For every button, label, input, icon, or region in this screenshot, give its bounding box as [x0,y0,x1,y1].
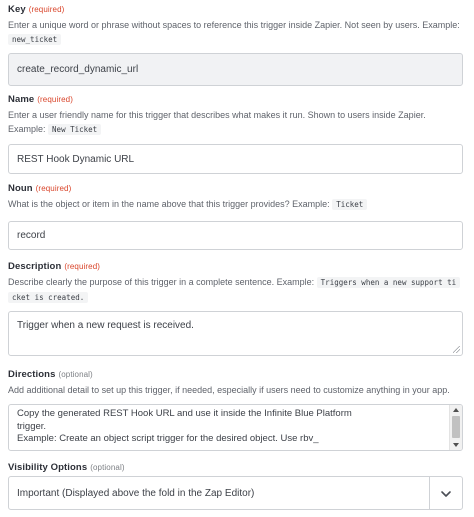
directions-textarea[interactable] [8,404,463,451]
optional-tag: (optional) [90,463,125,472]
visibility-selected-value: Important (Displayed above the fold in the Zap Editor) [17,487,255,499]
description-textarea[interactable] [8,311,463,356]
optional-tag: (optional) [58,370,93,379]
select-divider [429,477,430,509]
directions-help-text: Add additional detail to set up this trigger, if needed, especially if users need to customize anything in your app. [8,385,450,395]
key-example-code: new_ticket [8,34,61,45]
key-label: Key (required) [8,4,65,15]
directions-label: Directions (optional) [8,369,93,380]
name-input[interactable]: REST Hook Dynamic URL [8,144,463,174]
visibility-select[interactable] [8,476,463,510]
scroll-down-arrow-icon[interactable] [453,443,459,447]
directions-scrollbar[interactable] [449,405,462,450]
description-field-header [8,261,464,305]
visibility-label: Visibility Options (optional) [8,462,125,473]
name-help-text: Enter a user friendly name for this trigger that describes what makes it run. Shown to users inside Zapier. Example: New Ticket [8,110,426,134]
directions-field-header [8,369,464,397]
directions-line: Copy the generated REST Hook URL and use it inside the Infinite Blue Platform [17,408,352,419]
directions-value [9,405,462,446]
scrollbar-thumb[interactable] [452,416,460,438]
resize-grip-icon[interactable] [453,346,460,353]
name-label: Name (required) [8,94,73,105]
noun-help-text: What is the object or item in the name above that this trigger provides? Example: Ticket [8,197,464,212]
chevron-down-icon[interactable] [439,487,453,501]
description-example-code-cont: cket is created. [8,292,88,303]
description-label: Description (required) [8,261,101,272]
name-example-code: New Ticket [48,124,101,135]
required-tag: (required) [35,184,72,193]
scroll-up-arrow-icon[interactable] [453,408,459,412]
required-tag: (required) [37,95,73,104]
required-tag: (required) [64,262,101,271]
noun-label: Noun (required) [8,183,72,194]
key-field-header [8,4,464,47]
key-help-text: Enter a unique word or phrase without spaces to reference this trigger inside Zapier. Not seen by users. Example: new_ticket [8,20,460,44]
key-input[interactable]: create_record_dynamic_url [8,53,463,86]
noun-input[interactable]: record [8,221,463,250]
visibility-field-header [8,462,464,473]
required-tag: (required) [28,5,65,14]
description-help-text: Describe clearly the purpose of this trigger in a complete sentence. Example: Triggers when a new support ti cket is created. [8,275,464,305]
noun-example-code: Ticket [332,199,367,210]
noun-field-header [8,183,464,212]
name-field-header [8,94,464,137]
description-example-code: Triggers when a new support ti [317,277,460,288]
description-value: Trigger when a new request is received. [17,320,194,331]
directions-line: trigger. [17,420,47,432]
directions-line: Example: Create an object script trigger for the desired object. Use rbv_ [17,433,319,444]
